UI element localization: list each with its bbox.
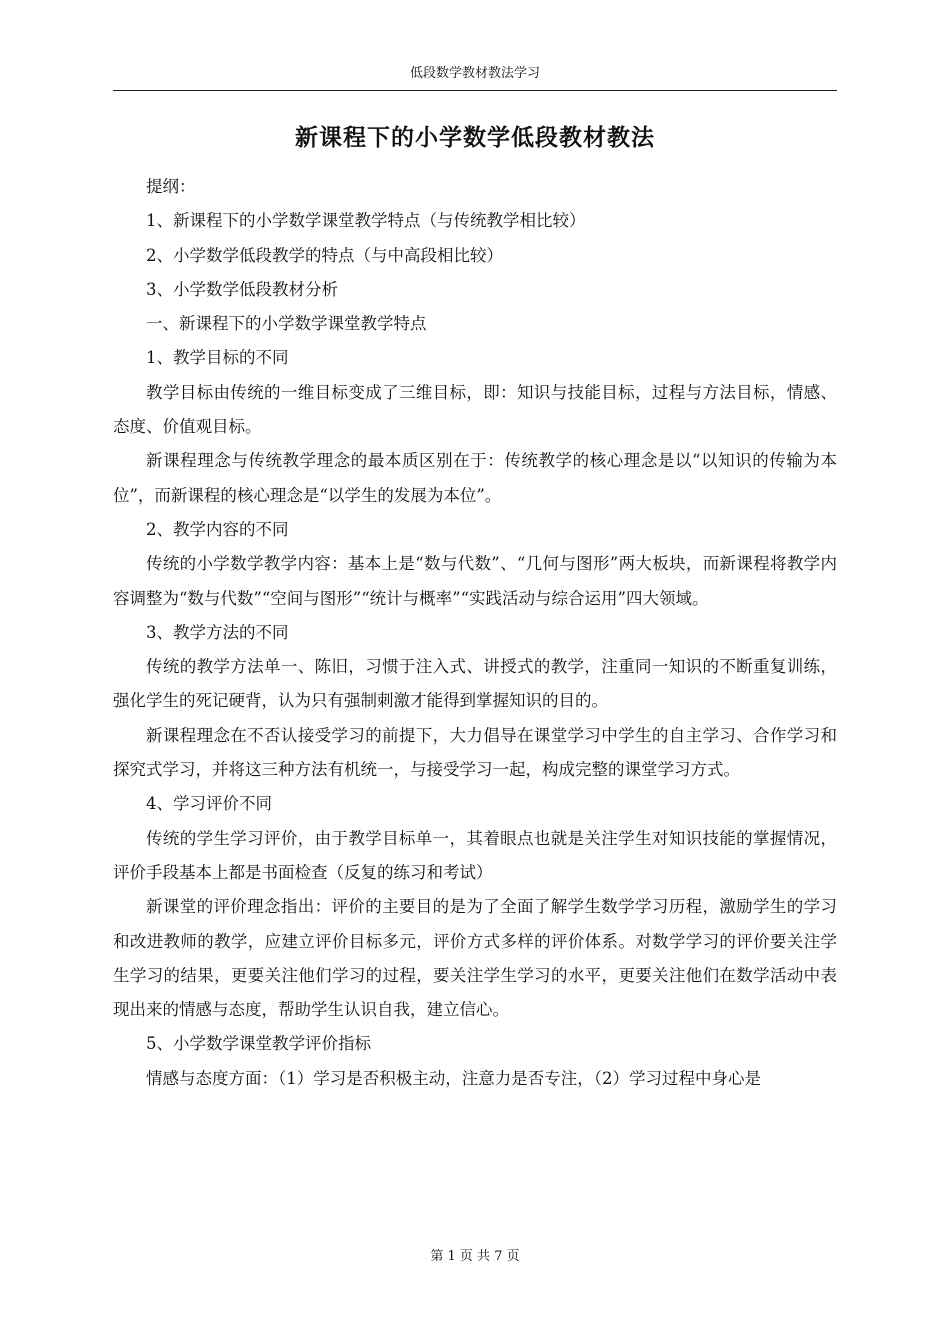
body-paragraph: 传统的教学方法单一、陈旧，习惯于注入式、讲授式的教学，注重同一知识的不断重复训练，强化学生的死记硬背，认为只有强制刺激才能得到掌握知识的目的。 (113, 657, 837, 711)
page-number-footer: 第 1 页 共 7 页 (430, 1249, 520, 1264)
body-paragraph: 教学目标由传统的一维目标变成了三维目标，即：知识与技能目标，过程与方法目标，情感、态度、价值观目标。 (113, 382, 837, 437)
body-paragraph: 情感与态度方面：（1）学习是否积极主动，注意力是否专注，（2）学习过程中身心是 (146, 1068, 761, 1088)
outline-item: 1、新课程下的小学数学课堂教学特点（与传统教学相比较） (146, 211, 586, 231)
body-paragraph: 新课堂的评价理念指出：评价的主要目的是为了全面了解学生数学学习历程，激励学生的学习和改进教师的教学，应建立评价目标多元，评价方式多样的评价体系。对数学学习的评价要关注学生学习的结果，更要关注他们学习的过程，要关注学生学习的水平，更要关注他们在数学活动中表现出来的情感与态度，帮助学生认识自我，建立信心。 (113, 897, 837, 1020)
body-paragraph: 新课程理念与传统教学理念的最本质区别在于：传统教学的核心理念是以“以知识的传输为本位”，而新课程的核心理念是“以学生的发展为本位”。 (113, 451, 837, 505)
running-header: 低段数学教材教法学习 (113, 62, 837, 91)
body-paragraph: 传统的小学数学教学内容：基本上是“数与代数”、“几何与图形”两大板块，而新课程将教学内容调整为“数与代数”“空间与图形”“统计与概率”“实践活动与综合运用”四大领域。 (113, 554, 837, 608)
subsection-heading: 5、小学数学课堂教学评价指标 (146, 1034, 371, 1054)
subsection-heading: 2、教学内容的不同 (146, 519, 289, 539)
subsection-heading: 3、教学方法的不同 (146, 622, 289, 642)
section-heading: 一、新课程下的小学数学课堂教学特点 (146, 314, 427, 334)
outline-item: 3、小学数学低段教材分析 (146, 279, 338, 299)
outline-item: 2、小学数学低段教学的特点（与中高段相比较） (146, 245, 503, 265)
document-body (113, 170, 837, 1096)
subsection-heading: 1、教学目标的不同 (146, 348, 289, 368)
subsection-heading: 4、学习评价不同 (146, 794, 272, 814)
document-title: 新课程下的小学数学低段教材教法 (295, 124, 655, 151)
body-paragraph: 传统的学生学习评价，由于教学目标单一，其着眼点也就是关注学生对知识技能的掌握情况，评价手段基本上都是书面检查（反复的练习和考试） (113, 828, 837, 882)
outline-label: 提纲： (146, 177, 196, 196)
body-paragraph: 新课程理念在不否认接受学习的前提下，大力倡导在课堂学习中学生的自主学习、合作学习和探究式学习，并将这三种方法有机统一，与接受学习一起，构成完整的课堂学习方式。 (113, 725, 837, 780)
